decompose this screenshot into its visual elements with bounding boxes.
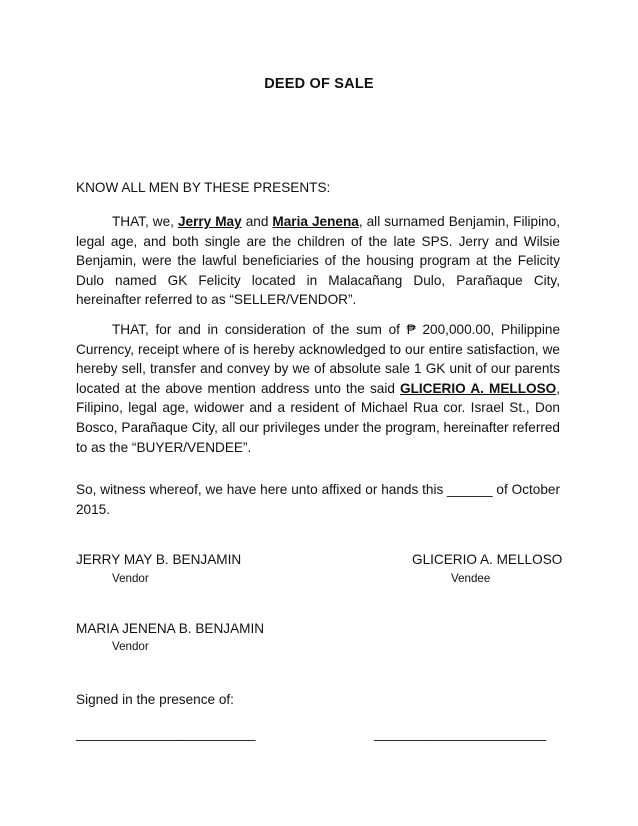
witness-signature-line-right: ________________________ bbox=[374, 726, 546, 741]
vendee-role: Vendee bbox=[451, 572, 491, 585]
paragraph-consideration bbox=[76, 320, 560, 457]
presence-label: Signed in the presence of: bbox=[76, 692, 234, 707]
para1-rest: , all surnamed Benjamin, Filipino, legal age, and both single are the children of the late SPS. Jerry and Wilsie Benjamin, were the lawful beneficiaries of the housing program at the Felicity Dulo named GK Felicity located in Malacañang Dulo, Parañaque City, hereinafter referred to as “SELLER/VENDOR”. bbox=[76, 214, 561, 308]
vendor2-name: MARIA JENENA B. BENJAMIN bbox=[76, 621, 265, 636]
vendee-name: GLICERIO A. MELLOSO bbox=[412, 552, 563, 567]
seller-name-1: Jerry May bbox=[177, 214, 242, 229]
seller-name-2: Maria Jenena bbox=[272, 214, 359, 229]
witness-clause: So, witness whereof, we have here unto affixed or hands this ______ of October 2015. bbox=[76, 482, 560, 517]
para1-lead: THAT, we, bbox=[112, 214, 178, 229]
document-title: DEED OF SALE bbox=[264, 76, 374, 92]
witness-signature-line-left: _________________________ bbox=[76, 726, 256, 741]
vendor2-role: Vendor bbox=[112, 640, 149, 653]
buyer-name: GLICERIO A. MELLOSO bbox=[400, 380, 557, 396]
para2-lead: THAT, for and in consideration of the sum of ₱ 200,000.00, Philippine Currency, receipt where of is hereby acknowledged to our entire satisfaction, we hereby sell, transfer and convey by we of absolute sale 1 GK unit of our parents located at the above mention address unto the said bbox=[76, 322, 560, 396]
vendor1-name: JERRY MAY B. BENJAMIN bbox=[76, 552, 242, 567]
para1-and: and bbox=[241, 214, 273, 229]
salutation: KNOW ALL MEN BY THESE PRESENTS: bbox=[76, 180, 331, 195]
paragraph-sellers bbox=[76, 212, 560, 310]
para2-rest: , Filipino, legal age, widower and a resident of Michael Rua cor. Israel St., Don Bosco, Parañaque City, all our privileges under the program, hereinafter referred to as the “BUYER/VENDEE”. bbox=[76, 380, 560, 455]
vendor1-role: Vendor bbox=[112, 572, 149, 585]
